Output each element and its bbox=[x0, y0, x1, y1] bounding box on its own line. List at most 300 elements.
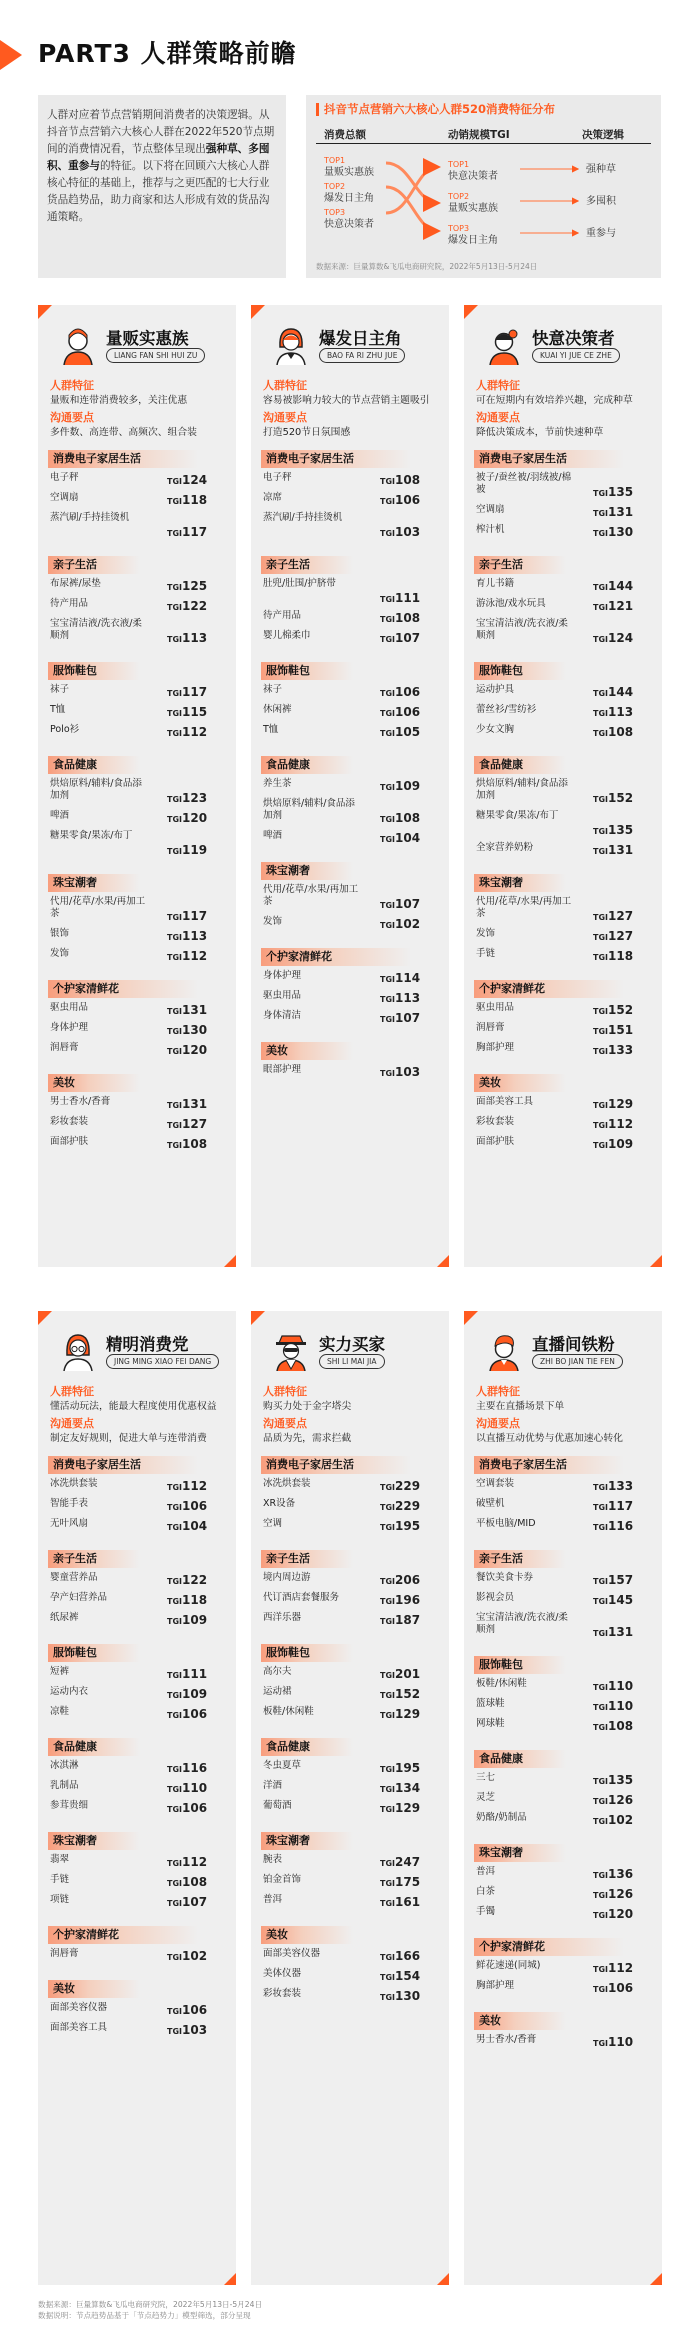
item-name: 宝宝清洁液/洗衣液/柔顺剂 bbox=[50, 618, 142, 641]
tgi-label: TGI bbox=[380, 689, 395, 698]
tgi-label: TGI bbox=[593, 1027, 608, 1036]
tgi-number: 109 bbox=[608, 1137, 634, 1151]
tgi-label: TGI bbox=[593, 603, 608, 612]
tgi-label: TGI bbox=[380, 1523, 395, 1532]
tgi-number: 117 bbox=[182, 909, 208, 923]
tgi-number: 152 bbox=[608, 1003, 634, 1017]
item-name: 驱虫用品 bbox=[476, 1002, 515, 1013]
tgi-number: 118 bbox=[182, 493, 208, 507]
tgi-label: TGI bbox=[593, 1683, 608, 1692]
item-name: 榨汁机 bbox=[476, 524, 505, 535]
tgi-label: TGI bbox=[380, 497, 395, 506]
tgi-value bbox=[380, 1569, 420, 1588]
item-name: 啤酒 bbox=[263, 830, 283, 841]
item-name: 育儿书籍 bbox=[476, 578, 515, 589]
tgi-number: 131 bbox=[608, 505, 634, 519]
category-jewelry-luxury: 珠宝潮奢 bbox=[474, 874, 566, 892]
tgi-value bbox=[593, 521, 633, 540]
tgi-number: 133 bbox=[608, 1043, 634, 1057]
item-name: 彩妆套装 bbox=[476, 1116, 515, 1127]
tgi-number: 121 bbox=[608, 599, 634, 613]
tgi-number: 106 bbox=[182, 1499, 208, 1513]
tgi-value bbox=[380, 1851, 420, 1870]
card-corner-accent bbox=[251, 1311, 265, 1325]
tgi-label: TGI bbox=[380, 975, 395, 984]
tgi-number: 110 bbox=[608, 1679, 634, 1693]
tgi-value bbox=[380, 1871, 420, 1890]
category-food-health: 食品健康 bbox=[48, 756, 140, 774]
tgi-label: TGI bbox=[593, 1777, 608, 1786]
category-apparel-shoes-bags: 服饰鞋包 bbox=[48, 1644, 140, 1662]
tgi-label: TGI bbox=[593, 1965, 608, 1974]
tgi-value bbox=[380, 987, 420, 1006]
tgi-label: TGI bbox=[593, 1503, 608, 1512]
tgi-value bbox=[593, 1863, 633, 1882]
item-name: 高尔夫 bbox=[263, 1666, 292, 1677]
tgi-value bbox=[380, 1475, 420, 1494]
tgi-value bbox=[167, 489, 207, 508]
tgi-label: TGI bbox=[380, 1503, 395, 1512]
item-name: 被子/蚕丝被/羽绒被/棉被 bbox=[476, 472, 572, 495]
tgi-value bbox=[593, 1621, 633, 1640]
category-consumer-electronics-home: 消费电子家居生活 bbox=[474, 450, 624, 468]
item-name: 乳制品 bbox=[50, 1780, 79, 1791]
tgi-value bbox=[167, 925, 207, 944]
tgi-number: 134 bbox=[395, 1781, 421, 1795]
tgi-value bbox=[593, 2031, 633, 2050]
tgi-label: TGI bbox=[593, 529, 608, 538]
tgi-number: 123 bbox=[182, 791, 208, 805]
tgi-number: 152 bbox=[608, 791, 634, 805]
item-name: 蒸汽刷/手持挂烫机 bbox=[263, 512, 343, 523]
card-corner-accent bbox=[437, 2273, 449, 2285]
tgi-label: TGI bbox=[167, 933, 182, 942]
tgi-label: TGI bbox=[380, 1973, 395, 1982]
tgi-value bbox=[167, 839, 207, 858]
tgi-label: TGI bbox=[167, 1141, 182, 1150]
tgi-label: TGI bbox=[593, 1703, 608, 1712]
card-corner-accent bbox=[437, 1255, 449, 1267]
tgi-number: 118 bbox=[182, 1593, 208, 1607]
item-name: 宝宝清洁液/洗衣液/柔顺剂 bbox=[476, 1612, 568, 1635]
tgi-number: 117 bbox=[182, 525, 208, 539]
persona-pinyin: ZHI BO JIAN TIE FEN bbox=[532, 1354, 623, 1369]
category-consumer-electronics-home: 消费电子家居生活 bbox=[261, 1456, 411, 1474]
tgi-number: 135 bbox=[608, 485, 634, 499]
tgi-label: TGI bbox=[380, 1069, 395, 1078]
comm-label: 沟通要点 bbox=[476, 411, 520, 424]
header-accent bbox=[0, 40, 22, 70]
tgi-label: TGI bbox=[167, 1899, 182, 1908]
tgi-number: 111 bbox=[395, 591, 421, 605]
tgi-value bbox=[593, 681, 633, 700]
tgi-label: TGI bbox=[593, 1483, 608, 1492]
intro-text-2: 的特征。以下将在回顾六大核心人群核心特征的基础上，推荐与之更匹配的七大行业货品趋势品，助力商家和达人形成有效的货品沟通策略。 bbox=[47, 160, 270, 223]
tgi-number: 112 bbox=[182, 949, 208, 963]
tgi-number: 119 bbox=[182, 843, 208, 857]
tgi-value bbox=[380, 1891, 420, 1910]
tgi-number: 107 bbox=[395, 631, 421, 645]
tgi-value bbox=[380, 1985, 420, 2004]
feature-text: 可在短期内有效培养兴趣，完成种草 bbox=[476, 395, 633, 406]
tgi-value bbox=[167, 1113, 207, 1132]
bob-hair-avatar-icon bbox=[271, 325, 311, 365]
tgi-value bbox=[380, 1515, 420, 1534]
tgi-number: 131 bbox=[608, 843, 634, 857]
tgi-number: 151 bbox=[608, 1023, 634, 1037]
category-beauty: 美妆 bbox=[48, 1980, 140, 1998]
category-parent-child: 亲子生活 bbox=[261, 1550, 353, 1568]
tgi-value bbox=[167, 1999, 207, 2018]
persona-card bbox=[251, 1311, 449, 2285]
dist-source-note: 数据来源：巨量算数&飞瓜电商研究院，2022年5月13日-5月24日 bbox=[316, 262, 538, 271]
tgi-number: 108 bbox=[395, 811, 421, 825]
item-name: 面部美容工具 bbox=[476, 1096, 534, 1107]
tgi-number: 129 bbox=[395, 1801, 421, 1815]
item-name: 布尿裤/尿垫 bbox=[50, 578, 101, 589]
item-name: 身体护理 bbox=[50, 1022, 89, 1033]
item-name: 啤酒 bbox=[50, 810, 70, 821]
tgi-value bbox=[593, 1769, 633, 1788]
card-corner-accent bbox=[224, 2273, 236, 2285]
tgi-label: TGI bbox=[380, 1859, 395, 1868]
distribution-box bbox=[306, 95, 661, 278]
tgi-value bbox=[380, 701, 420, 720]
tgi-value bbox=[380, 1965, 420, 1984]
tgi-label: TGI bbox=[167, 1503, 182, 1512]
tgi-number: 122 bbox=[182, 599, 208, 613]
tgi-label: TGI bbox=[593, 1007, 608, 1016]
tgi-value bbox=[380, 1061, 420, 1080]
item-name: 餐饮美食卡券 bbox=[476, 1572, 534, 1583]
tgi-label: TGI bbox=[593, 795, 608, 804]
tgi-value bbox=[167, 945, 207, 964]
item-name: 网球鞋 bbox=[476, 1718, 505, 1729]
item-name: 灵芝 bbox=[476, 1792, 496, 1803]
tgi-label: TGI bbox=[380, 529, 395, 538]
tgi-number: 108 bbox=[608, 725, 634, 739]
tgi-value bbox=[593, 1903, 633, 1922]
tgi-value bbox=[167, 575, 207, 594]
category-consumer-electronics-home: 消费电子家居生活 bbox=[474, 1456, 624, 1474]
persona-pinyin: LIANG FAN SHI HUI ZU bbox=[106, 348, 205, 363]
tgi-value bbox=[380, 469, 420, 488]
tgi-number: 109 bbox=[395, 779, 421, 793]
category-food-health: 食品健康 bbox=[474, 1750, 566, 1768]
item-name: 白茶 bbox=[476, 1886, 496, 1897]
feature-text: 量贩和连带消费较多，关注优惠 bbox=[50, 395, 188, 406]
tgi-label: TGI bbox=[593, 1101, 608, 1110]
category-personal-care-flowers: 个护家清鲜花 bbox=[48, 980, 198, 998]
tgi-label: TGI bbox=[167, 1007, 182, 1016]
category-parent-child: 亲子生活 bbox=[48, 1550, 140, 1568]
tgi-number: 187 bbox=[395, 1613, 421, 1627]
item-name: 代用/花草/水果/再加工茶 bbox=[50, 896, 146, 919]
item-name: 休闲裤 bbox=[263, 704, 292, 715]
tgi-label: TGI bbox=[593, 1797, 608, 1806]
tgi-label: TGI bbox=[593, 509, 608, 518]
tgi-label: TGI bbox=[593, 1047, 608, 1056]
tgi-label: TGI bbox=[380, 901, 395, 910]
tgi-label: TGI bbox=[167, 2007, 182, 2016]
tgi-value bbox=[380, 1663, 420, 1682]
item-name: 蕾丝衫/雪纺衫 bbox=[476, 704, 537, 715]
tgi-label: TGI bbox=[167, 1671, 182, 1680]
item-name: 袜子 bbox=[263, 684, 283, 695]
tgi-value bbox=[593, 1883, 633, 1902]
item-name: 境内周边游 bbox=[263, 1572, 311, 1583]
card-corner-accent bbox=[251, 305, 265, 319]
tgi-label: TGI bbox=[380, 1785, 395, 1794]
comm-label: 沟通要点 bbox=[50, 411, 94, 424]
feature-label: 人群特征 bbox=[476, 379, 520, 392]
tgi-number: 127 bbox=[608, 929, 634, 943]
category-apparel-shoes-bags: 服饰鞋包 bbox=[48, 662, 140, 680]
tgi-label: TGI bbox=[167, 1617, 182, 1626]
comm-text: 打造520节日氛围感 bbox=[263, 427, 351, 438]
item-name: 短裤 bbox=[50, 1666, 70, 1677]
tgi-value bbox=[167, 701, 207, 720]
persona-name: 实力买家 bbox=[319, 1335, 385, 1354]
tgi-number: 108 bbox=[182, 1875, 208, 1889]
item-name: 手镯 bbox=[476, 1906, 496, 1917]
item-name: 智能手表 bbox=[50, 1498, 89, 1509]
tgi-number: 107 bbox=[182, 1895, 208, 1909]
tgi-number: 102 bbox=[182, 1949, 208, 1963]
card-corner-accent bbox=[650, 1255, 662, 1267]
item-name: 普洱 bbox=[263, 1894, 283, 1905]
item-name: 面部护肤 bbox=[50, 1136, 89, 1147]
tgi-value bbox=[593, 1715, 633, 1734]
tgi-label: TGI bbox=[593, 2039, 608, 2048]
persona-name: 直播间铁粉 bbox=[532, 1335, 615, 1354]
feature-text: 主要在直播场景下单 bbox=[476, 1401, 565, 1412]
hat-sunglasses-avatar-icon bbox=[271, 1331, 311, 1371]
tgi-number: 113 bbox=[182, 929, 208, 943]
tgi-value bbox=[593, 627, 633, 646]
tgi-number: 113 bbox=[182, 631, 208, 645]
tgi-label: TGI bbox=[167, 795, 182, 804]
tgi-number: 144 bbox=[608, 685, 634, 699]
comm-text: 多件数、高连带、高频次、组合装 bbox=[50, 427, 197, 438]
intro-text-1: 人群对应着节点营销期间消费者的决策逻辑。从抖音节点营销六大核心人群在2022年520节点期间的消费情况看，节点整体呈现出 bbox=[47, 109, 275, 155]
tgi-value bbox=[380, 489, 420, 508]
tgi-value bbox=[593, 1019, 633, 1038]
tgi-value bbox=[380, 1703, 420, 1722]
tgi-number: 103 bbox=[182, 2023, 208, 2037]
distribution-title: 抖音节点营销六大核心人群520消费特征分布 bbox=[316, 103, 651, 116]
item-name: 男士香水/香膏 bbox=[476, 2034, 537, 2045]
tgi-label: TGI bbox=[167, 1577, 182, 1586]
tgi-number: 106 bbox=[395, 685, 421, 699]
item-name: 代用/花草/水果/再加工茶 bbox=[476, 896, 572, 919]
tgi-label: TGI bbox=[380, 1805, 395, 1814]
item-name: 面部美容工具 bbox=[50, 2022, 108, 2033]
comm-text: 制定友好规则，促进大单与连带消费 bbox=[50, 1433, 207, 1444]
item-name: 糖果零食/果冻/布丁 bbox=[476, 810, 559, 821]
tgi-label: TGI bbox=[380, 1597, 395, 1606]
item-name: 婴儿棉柔巾 bbox=[263, 630, 311, 641]
tgi-label: TGI bbox=[380, 709, 395, 718]
tgi-number: 195 bbox=[395, 1761, 421, 1775]
comm-label: 沟通要点 bbox=[263, 411, 307, 424]
tgi-value bbox=[167, 905, 207, 924]
tgi-label: TGI bbox=[593, 1121, 608, 1130]
tgi-label: TGI bbox=[167, 709, 182, 718]
dist-mid-1: TOP1 快意决策者 bbox=[448, 160, 498, 182]
tgi-number: 104 bbox=[395, 831, 421, 845]
item-name: 参茸贵细 bbox=[50, 1800, 89, 1811]
category-parent-child: 亲子生活 bbox=[474, 1550, 566, 1568]
comm-label: 沟通要点 bbox=[50, 1417, 94, 1430]
tgi-label: TGI bbox=[167, 729, 182, 738]
tgi-value bbox=[167, 1777, 207, 1796]
category-parent-child: 亲子生活 bbox=[48, 556, 140, 574]
tgi-value bbox=[593, 1695, 633, 1714]
tgi-label: TGI bbox=[593, 583, 608, 592]
tgi-number: 116 bbox=[608, 1519, 634, 1533]
item-name: 无叶风扇 bbox=[50, 1518, 89, 1529]
tgi-label: TGI bbox=[380, 1577, 395, 1586]
tgi-number: 135 bbox=[608, 1773, 634, 1787]
card-corner-accent bbox=[38, 305, 52, 319]
tgi-number: 131 bbox=[182, 1003, 208, 1017]
tgi-value bbox=[593, 721, 633, 740]
tgi-number: 122 bbox=[182, 1573, 208, 1587]
dist-left-1: TOP1 量贩实惠族 bbox=[324, 156, 374, 178]
tgi-label: TGI bbox=[380, 995, 395, 1004]
item-name: 凉席 bbox=[263, 492, 283, 503]
item-name: 空调扇 bbox=[50, 492, 79, 503]
tgi-label: TGI bbox=[380, 1671, 395, 1680]
tgi-number: 130 bbox=[395, 1989, 421, 2003]
tgi-value bbox=[167, 1797, 207, 1816]
category-apparel-shoes-bags: 服饰鞋包 bbox=[261, 662, 353, 680]
card-corner-accent bbox=[650, 2273, 662, 2285]
persona-card bbox=[38, 305, 236, 1267]
tgi-label: TGI bbox=[167, 1785, 182, 1794]
tgi-number: 108 bbox=[395, 473, 421, 487]
item-name: 西洋乐器 bbox=[263, 1612, 302, 1623]
category-food-health: 食品健康 bbox=[261, 756, 353, 774]
tgi-value bbox=[167, 521, 207, 540]
dist-header-tgi: 动销规模TGI bbox=[448, 129, 510, 141]
item-name: 润唇膏 bbox=[50, 1042, 79, 1053]
item-name: 腕表 bbox=[263, 1854, 283, 1865]
tgi-value bbox=[380, 807, 420, 826]
tgi-value bbox=[380, 587, 420, 606]
tgi-value bbox=[167, 807, 207, 826]
tgi-value bbox=[167, 1475, 207, 1494]
tgi-label: TGI bbox=[593, 1817, 608, 1826]
tgi-number: 125 bbox=[182, 579, 208, 593]
tgi-label: TGI bbox=[167, 477, 182, 486]
tgi-value bbox=[593, 1113, 633, 1132]
tgi-number: 196 bbox=[395, 1593, 421, 1607]
tgi-value bbox=[167, 1569, 207, 1588]
item-name: 空调套装 bbox=[476, 1478, 515, 1489]
item-name: 凉鞋 bbox=[50, 1706, 70, 1717]
tgi-label: TGI bbox=[593, 1523, 608, 1532]
tgi-label: TGI bbox=[593, 729, 608, 738]
tgi-value bbox=[593, 701, 633, 720]
tgi-number: 126 bbox=[608, 1887, 634, 1901]
tgi-number: 112 bbox=[608, 1117, 634, 1131]
tgi-number: 166 bbox=[395, 1949, 421, 1963]
item-name: 糖果零食/果冻/布丁 bbox=[50, 830, 133, 841]
tgi-value bbox=[167, 1891, 207, 1910]
tgi-number: 229 bbox=[395, 1499, 421, 1513]
item-name: 烘焙原料/辅料/食品添加剂 bbox=[50, 778, 142, 801]
tgi-number: 120 bbox=[182, 811, 208, 825]
tgi-number: 201 bbox=[395, 1667, 421, 1681]
dist-header-logic: 决策逻辑 bbox=[582, 129, 624, 141]
item-name: 面部美容仪器 bbox=[263, 1948, 321, 1959]
tgi-value bbox=[593, 1589, 633, 1608]
item-name: 美体仪器 bbox=[263, 1968, 302, 1979]
tgi-number: 109 bbox=[182, 1687, 208, 1701]
tgi-number: 120 bbox=[182, 1043, 208, 1057]
item-name: 篮球鞋 bbox=[476, 1698, 505, 1709]
tgi-number: 108 bbox=[182, 1137, 208, 1151]
tgi-value bbox=[167, 1133, 207, 1152]
tgi-value bbox=[593, 501, 633, 520]
category-beauty: 美妆 bbox=[48, 1074, 140, 1092]
persona-card bbox=[464, 305, 662, 1267]
tgi-label: TGI bbox=[593, 1629, 608, 1638]
tgi-value bbox=[167, 1945, 207, 1964]
item-name: 养生茶 bbox=[263, 778, 292, 789]
comm-text: 品质为先，需求拦截 bbox=[263, 1433, 352, 1444]
persona-card bbox=[464, 1311, 662, 2285]
category-apparel-shoes-bags: 服饰鞋包 bbox=[474, 1656, 566, 1674]
tgi-number: 126 bbox=[608, 1793, 634, 1807]
footnote-explain: 数据说明：节点趋势品基于「节点趋势力」模型筛选，部分呈现 bbox=[38, 2311, 251, 2320]
item-name: T恤 bbox=[50, 704, 66, 715]
tgi-label: TGI bbox=[593, 709, 608, 718]
tgi-number: 106 bbox=[182, 2003, 208, 2017]
category-consumer-electronics-home: 消费电子家居生活 bbox=[261, 450, 411, 468]
dist-right-3: 重参与 bbox=[586, 228, 616, 239]
item-name: 运动内衣 bbox=[50, 1686, 89, 1697]
tgi-number: 109 bbox=[182, 1613, 208, 1627]
tgi-label: TGI bbox=[167, 1483, 182, 1492]
tgi-value bbox=[380, 1945, 420, 1964]
tgi-label: TGI bbox=[167, 953, 182, 962]
item-name: 润唇膏 bbox=[476, 1022, 505, 1033]
tgi-value bbox=[380, 521, 420, 540]
tgi-value bbox=[380, 1757, 420, 1776]
tgi-number: 117 bbox=[182, 685, 208, 699]
card-corner-accent bbox=[464, 305, 478, 319]
tgi-label: TGI bbox=[593, 1141, 608, 1150]
tgi-number: 144 bbox=[608, 579, 634, 593]
tgi-number: 124 bbox=[608, 631, 634, 645]
item-name: 宝宝清洁液/洗衣液/柔顺剂 bbox=[476, 618, 568, 641]
tgi-number: 135 bbox=[608, 823, 634, 837]
tgi-number: 127 bbox=[608, 909, 634, 923]
tgi-label: TGI bbox=[167, 913, 182, 922]
tgi-number: 111 bbox=[182, 1667, 208, 1681]
item-name: 待产用品 bbox=[50, 598, 89, 609]
item-name: 翡翠 bbox=[50, 1854, 70, 1865]
tgi-value bbox=[380, 1683, 420, 1702]
category-jewelry-luxury: 珠宝潮奢 bbox=[474, 1844, 566, 1862]
tgi-value bbox=[380, 721, 420, 740]
tgi-value bbox=[593, 1809, 633, 1828]
tgi-number: 130 bbox=[182, 1023, 208, 1037]
tgi-label: TGI bbox=[167, 635, 182, 644]
